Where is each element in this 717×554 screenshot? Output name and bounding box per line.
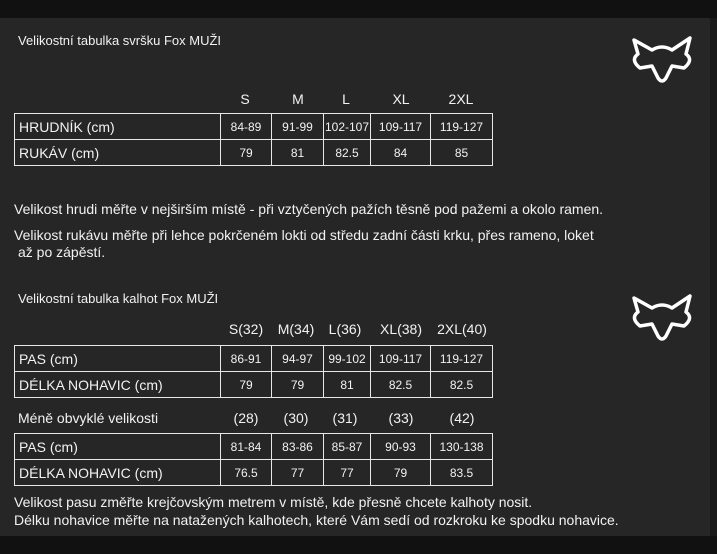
table-cell: 79 [371, 460, 431, 486]
table-row [15, 140, 493, 166]
pants-header-2xl: 2XL(40) [437, 321, 487, 337]
uncommon-header-33: (33) [388, 410, 414, 426]
table-cell: 81-84 [221, 434, 272, 460]
table-cell: 109-117 [371, 114, 431, 140]
shirt-header-xl: XL [392, 91, 410, 107]
table-cell: 79 [221, 140, 272, 166]
pants-chart-title: Velikostní tabulka kalhot Fox MUŽI [18, 291, 219, 306]
table-row [15, 372, 493, 398]
table-cell: 82.5 [324, 140, 371, 166]
row-label-leg-length: DÉLKA NOHAVIC (cm) [15, 372, 221, 398]
shirt-header-l: L [342, 91, 350, 107]
pants-header-l: L(36) [328, 321, 362, 337]
shirt-size-table [14, 113, 493, 166]
shirt-sleeve-note-line1: Velikost rukávu měřte při lehce pokrčeném lokti od středu zadní části krku, přes rameno, loket [14, 227, 594, 243]
table-cell: 84 [371, 140, 431, 166]
shirt-header-s: S [240, 91, 250, 107]
table-cell: 85 [431, 140, 493, 166]
table-cell: 82.5 [431, 372, 493, 398]
uncommon-size-table [14, 433, 493, 486]
table-cell: 90-93 [371, 434, 431, 460]
table-cell: 81 [272, 140, 324, 166]
table-cell: 81 [324, 372, 371, 398]
table-cell: 83-86 [272, 434, 324, 460]
row-label-waist: PAS (cm) [15, 434, 221, 460]
uncommon-header-30: (30) [283, 410, 309, 426]
table-row [15, 346, 493, 372]
table-row [15, 460, 493, 486]
row-label-waist: PAS (cm) [15, 346, 221, 372]
table-cell: 119-127 [431, 346, 493, 372]
table-cell: 82.5 [371, 372, 431, 398]
table-cell: 99-102 [324, 346, 371, 372]
uncommon-header-31: (31) [332, 410, 358, 426]
table-cell: 130-138 [431, 434, 493, 460]
uncommon-header-42: (42) [449, 410, 475, 426]
shirt-chest-note: Velikost hrudi měřte v nejširším místě - při vztyčených pažích těsně pod pažemi a okolo ramen. [14, 201, 604, 217]
table-cell: 109-117 [371, 346, 431, 372]
top-border [0, 0, 717, 18]
row-label-sleeve: RUKÁV (cm) [15, 140, 221, 166]
pants-header-s: S(32) [228, 321, 264, 337]
table-row [15, 114, 493, 140]
table-cell: 76.5 [221, 460, 272, 486]
table-cell: 94-97 [272, 346, 324, 372]
uncommon-sizes-label: Méně obvyklé velikosti [18, 410, 159, 426]
pants-leg-note: Délku nohavice měřte na natažených kalhotech, které Vám sedí od rozkroku ke spodku nohavice. [14, 512, 619, 528]
pants-size-table [14, 345, 493, 398]
table-cell: 85-87 [324, 434, 371, 460]
pants-header-xl: XL(38) [379, 321, 423, 337]
shirt-header-2xl: 2XL [448, 91, 474, 107]
table-cell: 91-99 [272, 114, 324, 140]
bottom-border [0, 536, 717, 554]
pants-header-m: M(34) [277, 321, 315, 337]
fox-logo-icon [628, 32, 696, 86]
shirt-header-m: M [292, 91, 304, 107]
table-cell: 84-89 [221, 114, 272, 140]
shirt-sleeve-note-line2: až po zápěstí. [18, 244, 106, 260]
table-cell: 83.5 [431, 460, 493, 486]
table-cell: 79 [272, 372, 324, 398]
table-row [15, 434, 493, 460]
pants-waist-note: Velikost pasu změřte krejčovským metrem v místě, kde přesně chcete kalhoty nosit. [14, 494, 533, 510]
fox-logo-icon [628, 290, 696, 344]
table-cell: 77 [324, 460, 371, 486]
table-cell: 119-127 [431, 114, 493, 140]
table-cell: 79 [221, 372, 272, 398]
shirt-chart-title: Velikostní tabulka svršku Fox MUŽI [18, 33, 222, 48]
table-cell: 102-107 [324, 114, 371, 140]
table-cell: 86-91 [221, 346, 272, 372]
uncommon-header-28: (28) [233, 410, 259, 426]
row-label-leg-length: DÉLKA NOHAVIC (cm) [15, 460, 221, 486]
table-cell: 77 [272, 460, 324, 486]
row-label-chest: HRUDNÍK (cm) [15, 114, 221, 140]
